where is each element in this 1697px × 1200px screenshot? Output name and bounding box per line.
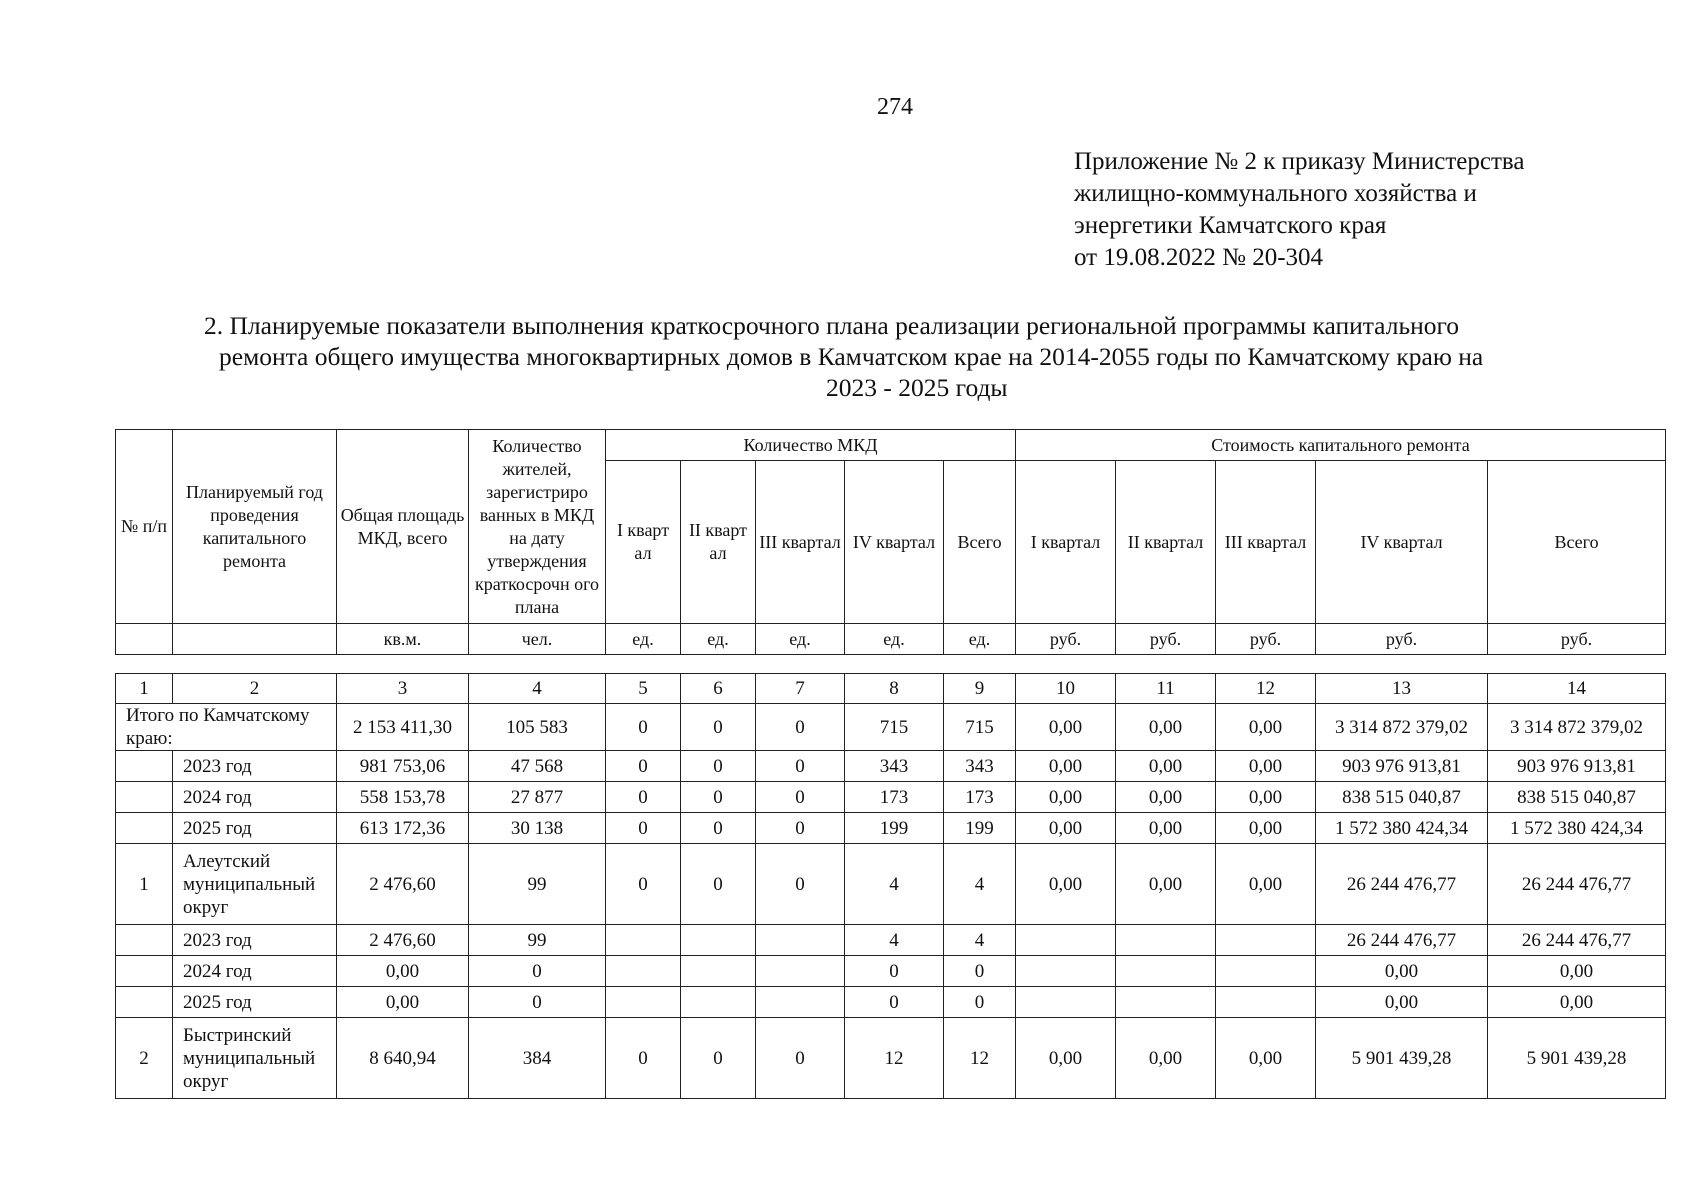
unit-cell: руб.: [1216, 624, 1316, 655]
header-residents: Количество жителей, зарегистриро ванных в МКД на дату утверждения краткосрочн ого плана: [469, 430, 606, 624]
header-cost-group: Стоимость капитального ремонта: [1016, 430, 1666, 461]
unit-cell: ед.: [845, 624, 944, 655]
table-cell: 5 901 439,28: [1488, 1018, 1666, 1099]
table-cell: 613 172,36: [337, 813, 469, 844]
header-num: № п/п: [116, 430, 173, 624]
row-name: 2025 год: [173, 813, 337, 844]
table-cell: 99: [469, 925, 606, 956]
table-cell: 99: [469, 844, 606, 925]
table-cell: [1216, 987, 1316, 1018]
row-number: [116, 782, 173, 813]
unit-cell: ед.: [681, 624, 756, 655]
table-cell: 0: [681, 813, 756, 844]
table-cell: 4: [845, 844, 944, 925]
table-cell: 0: [606, 844, 681, 925]
table-cell: 26 244 476,77: [1488, 925, 1666, 956]
column-number: 8: [845, 674, 944, 704]
header-cost-total: Всего: [1488, 461, 1666, 624]
table-row: [116, 813, 1666, 844]
column-number: 10: [1016, 674, 1116, 704]
unit-cell: руб.: [1116, 624, 1216, 655]
row-name: Алеутский муниципальный округ: [173, 844, 337, 925]
column-number: 14: [1488, 674, 1666, 704]
row-number: [116, 813, 173, 844]
table-cell: 0,00: [1016, 844, 1116, 925]
table-cell: 0: [756, 1018, 845, 1099]
table-cell: [606, 925, 681, 956]
table-cell: 1 572 380 424,34: [1316, 813, 1488, 844]
table-cell: 0: [681, 782, 756, 813]
table-cell: 0: [681, 704, 756, 751]
table-cell: 0,00: [1016, 751, 1116, 782]
table-cell: 343: [944, 751, 1016, 782]
table-cell: 0,00: [1116, 813, 1216, 844]
row-number: [116, 956, 173, 987]
table-cell: 0,00: [1216, 782, 1316, 813]
table-header: [115, 429, 1666, 655]
column-number: 1: [116, 674, 173, 704]
header-area: Общая площадь МКД, всего: [337, 430, 469, 624]
table-cell: 2 476,60: [337, 844, 469, 925]
total-row: [116, 704, 1666, 751]
table-cell: [1016, 987, 1116, 1018]
total-label: Итого по Камчатскому краю:: [116, 704, 337, 751]
table-cell: 0: [606, 1018, 681, 1099]
table-cell: [606, 956, 681, 987]
column-number: 13: [1316, 674, 1488, 704]
table-cell: 0,00: [1016, 813, 1116, 844]
table-cell: [681, 987, 756, 1018]
header-cost-q1: I квартал: [1016, 461, 1116, 624]
column-number: 4: [469, 674, 606, 704]
header-mkd-q4: IV квартал: [845, 461, 944, 624]
table-cell: 0: [845, 956, 944, 987]
column-number: 5: [606, 674, 681, 704]
row-name: 2023 год: [173, 751, 337, 782]
table-cell: 0,00: [1016, 704, 1116, 751]
table-cell: [1016, 956, 1116, 987]
row-name: 2025 год: [173, 987, 337, 1018]
table-cell: [756, 987, 845, 1018]
row-number: 1: [116, 844, 173, 925]
table-cell: 173: [845, 782, 944, 813]
column-number: 2: [173, 674, 337, 704]
table-cell: [1216, 925, 1316, 956]
row-name: 2023 год: [173, 925, 337, 956]
column-number: 9: [944, 674, 1016, 704]
header-spacer: [173, 624, 337, 655]
table-row: [116, 1018, 1666, 1099]
data-table: [115, 673, 1666, 1099]
table-cell: 0: [606, 813, 681, 844]
table-cell: 384: [469, 1018, 606, 1099]
page-number: 274: [877, 94, 913, 120]
appendix-line: Приложение № 2 к приказу Министерства: [1074, 148, 1525, 175]
column-number: 3: [337, 674, 469, 704]
unit-cell: руб.: [1488, 624, 1666, 655]
table-cell: 0,00: [1216, 844, 1316, 925]
header-year: Планируемый год проведения капитального ремонта: [173, 430, 337, 624]
header-cost-q2: II квартал: [1116, 461, 1216, 624]
table-cell: 2 476,60: [337, 925, 469, 956]
column-number: 12: [1216, 674, 1316, 704]
table-cell: 3 314 872 379,02: [1488, 704, 1666, 751]
table-cell: 0,00: [1216, 813, 1316, 844]
table-cell: 343: [845, 751, 944, 782]
table-cell: [756, 956, 845, 987]
table-cell: 0: [944, 956, 1016, 987]
header-mkd-q1: I кварт ал: [606, 461, 681, 624]
table-cell: 12: [845, 1018, 944, 1099]
unit-cell: ед.: [606, 624, 681, 655]
row-name: 2024 год: [173, 956, 337, 987]
table-cell: 5 901 439,28: [1316, 1018, 1488, 1099]
row-number: [116, 751, 173, 782]
table-cell: [1116, 987, 1216, 1018]
header-mkd-q3: III квартал: [756, 461, 845, 624]
table-cell: [681, 956, 756, 987]
table-row: [116, 782, 1666, 813]
table-cell: 0,00: [337, 956, 469, 987]
table-cell: 0,00: [1016, 782, 1116, 813]
document-title: [200, 310, 1660, 403]
table-cell: [1016, 925, 1116, 956]
column-number-row: [116, 674, 1666, 704]
table-cell: 715: [845, 704, 944, 751]
table-cell: 0,00: [1488, 956, 1666, 987]
appendix-line: жилищно-коммунального хозяйства и: [1074, 180, 1477, 207]
table-cell: 0: [469, 956, 606, 987]
row-name: 2024 год: [173, 782, 337, 813]
header-mkd-total: Всего: [944, 461, 1016, 624]
table-cell: 4: [845, 925, 944, 956]
table-cell: 105 583: [469, 704, 606, 751]
unit-cell: чел.: [469, 624, 606, 655]
table-cell: 1 572 380 424,34: [1488, 813, 1666, 844]
unit-cell: руб.: [1316, 624, 1488, 655]
row-name: Быстринский муниципальный округ: [173, 1018, 337, 1099]
table-cell: 0: [606, 782, 681, 813]
table-row: [116, 751, 1666, 782]
table-row: [116, 987, 1666, 1018]
unit-cell: ед.: [756, 624, 845, 655]
table-cell: 4: [944, 925, 1016, 956]
table-cell: 0: [756, 782, 845, 813]
column-number: 6: [681, 674, 756, 704]
table-cell: 0: [756, 704, 845, 751]
table-cell: 0: [606, 704, 681, 751]
table-cell: 903 976 913,81: [1488, 751, 1666, 782]
appendix-line: энергетики Камчатского края: [1074, 212, 1387, 239]
row-number: 2: [116, 1018, 173, 1099]
table-cell: 0: [756, 751, 845, 782]
column-number: 11: [1116, 674, 1216, 704]
table-cell: 26 244 476,77: [1316, 925, 1488, 956]
appendix-line: от 19.08.2022 № 20-304: [1074, 244, 1324, 271]
table-cell: 558 153,78: [337, 782, 469, 813]
table-cell: 30 138: [469, 813, 606, 844]
table-cell: 0,00: [1316, 956, 1488, 987]
table-cell: 4: [944, 844, 1016, 925]
header-mkd-group: Количество МКД: [606, 430, 1016, 461]
table-row: [116, 925, 1666, 956]
table-cell: 838 515 040,87: [1488, 782, 1666, 813]
header-cost-q3: III квартал: [1216, 461, 1316, 624]
title-line: ремонта общего имущества многоквартирных домов в Камчатском крае на 2014-2055 годы по Камчатскому краю на: [219, 342, 1484, 371]
column-number: 7: [756, 674, 845, 704]
table-cell: [1116, 956, 1216, 987]
table-cell: 0,00: [1216, 1018, 1316, 1099]
table-cell: 0,00: [1316, 987, 1488, 1018]
table-cell: 0,00: [1216, 704, 1316, 751]
table-cell: 838 515 040,87: [1316, 782, 1488, 813]
table-cell: 0,00: [337, 987, 469, 1018]
table-cell: [1216, 956, 1316, 987]
table-cell: 2 153 411,30: [337, 704, 469, 751]
title-line: 2. Планируемые показатели выполнения краткосрочного плана реализации региональной программы капитального: [204, 311, 1460, 340]
table-cell: 3 314 872 379,02: [1316, 704, 1488, 751]
table-cell: 0,00: [1116, 1018, 1216, 1099]
table-cell: 199: [845, 813, 944, 844]
table-cell: 26 244 476,77: [1316, 844, 1488, 925]
table-cell: 199: [944, 813, 1016, 844]
table-cell: 0: [845, 987, 944, 1018]
table-cell: 0: [606, 751, 681, 782]
header-mkd-q2: II кварт ал: [681, 461, 756, 624]
table-cell: 0: [756, 813, 845, 844]
table-cell: 12: [944, 1018, 1016, 1099]
table-cell: 0: [681, 1018, 756, 1099]
table-cell: 0,00: [1116, 782, 1216, 813]
table-cell: 0,00: [1116, 844, 1216, 925]
table-cell: 715: [944, 704, 1016, 751]
header-spacer: [116, 624, 173, 655]
row-number: [116, 925, 173, 956]
table-cell: 47 568: [469, 751, 606, 782]
table-cell: 0: [681, 751, 756, 782]
table-cell: 903 976 913,81: [1316, 751, 1488, 782]
appendix-block: [1074, 146, 1524, 274]
table-cell: 0: [469, 987, 606, 1018]
table-cell: 8 640,94: [337, 1018, 469, 1099]
table-cell: 0,00: [1116, 751, 1216, 782]
row-number: [116, 987, 173, 1018]
unit-cell: руб.: [1016, 624, 1116, 655]
table-cell: 0: [756, 844, 845, 925]
table-cell: 0,00: [1216, 751, 1316, 782]
table-cell: 26 244 476,77: [1488, 844, 1666, 925]
unit-cell: кв.м.: [337, 624, 469, 655]
table-cell: [1116, 925, 1216, 956]
table-cell: 27 877: [469, 782, 606, 813]
header-cost-q4: IV квартал: [1316, 461, 1488, 624]
table-row: [116, 844, 1666, 925]
table-cell: 0,00: [1116, 704, 1216, 751]
table-row: [116, 956, 1666, 987]
unit-cell: ед.: [944, 624, 1016, 655]
title-line: 2023 - 2025 годы: [826, 373, 1008, 402]
table-cell: 0,00: [1488, 987, 1666, 1018]
table-cell: 0: [681, 844, 756, 925]
table-cell: [681, 925, 756, 956]
table-cell: 981 753,06: [337, 751, 469, 782]
table-cell: [606, 987, 681, 1018]
table-cell: 173: [944, 782, 1016, 813]
table-cell: 0: [944, 987, 1016, 1018]
table-cell: [756, 925, 845, 956]
table-cell: 0,00: [1016, 1018, 1116, 1099]
